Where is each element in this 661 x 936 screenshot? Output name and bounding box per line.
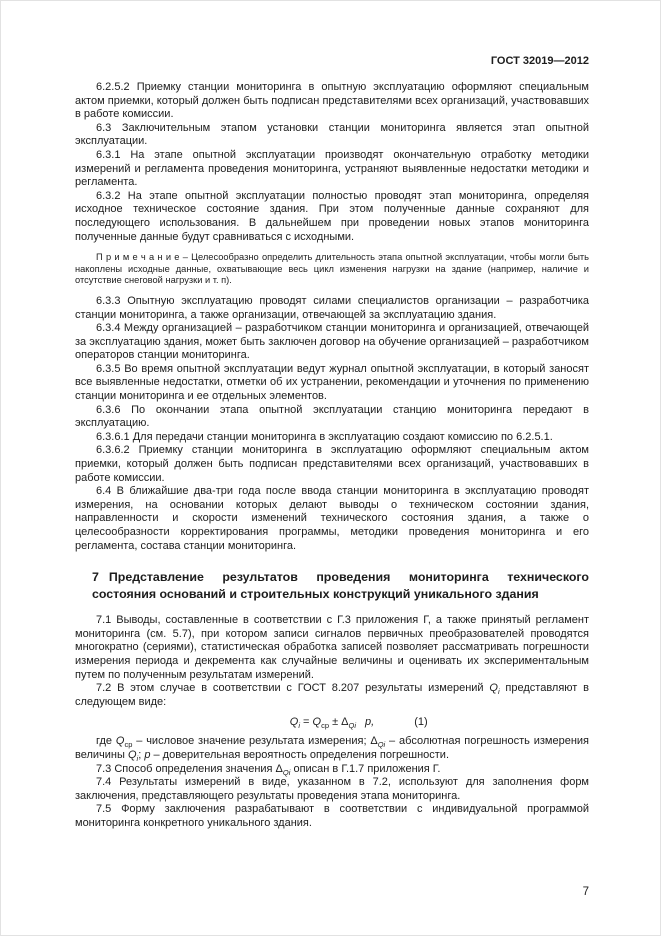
para-6-4: 6.4 В ближайшие два-три года после ввода станции мониторинга в эксплуатацию проводят измерения, на основании которых делают выводы о техническом состоянии здания, направленности и скорости изменений технического состояния здания, а также о целесообразности корректирования программы, методики проведения мониторинга и его регламента, состава станции мониторинга. [75, 485, 589, 552]
para-6-3-5: 6.3.5 Во время опытной эксплуатации ведут журнал опытной эксплуатации, в который заносят все выявленные недостатки, отметки об их устранении, рекомендации и уточнения по применению станции мониторинга и ее отдельных элементов. [75, 362, 589, 403]
page-number: 7 [582, 886, 589, 898]
para-7-2-text: 7.2 В этом случае в соответствии с ГОСТ 8.207 результаты измерений [96, 682, 490, 695]
where-part: Q [115, 735, 125, 748]
formula-expression [289, 716, 375, 731]
where-part: ср [124, 740, 133, 750]
para-6-3-6: 6.3.6 По окончании этапа опытной эксплуатации станцию мониторинга передают в эксплуатацию. [75, 403, 589, 430]
para-6-3-3: 6.3.3 Опытную эксплуатацию проводят силами специалистов организации – разработчика станции мониторинга, а также организации, отвечающей за эксплуатацию здания. [75, 294, 589, 321]
symbol-Q-sub: i [497, 687, 500, 697]
where-part: ; [138, 748, 145, 761]
where-part: Qi [377, 740, 386, 750]
formula-part: ср [321, 721, 330, 731]
formula-where [75, 735, 589, 762]
formula-part: Q [289, 716, 299, 729]
para-7-4: 7.4 Результаты измерений в виде, указанном в 7.2, используют для заполнения форм заключения, представляющего результаты проведения этапа мониторинга. [75, 776, 589, 802]
where-part: – доверительная вероятность определения погрешности. [150, 748, 449, 761]
section-7-number: 7 [92, 570, 99, 585]
formula-part: i [298, 721, 300, 731]
para-7-3-text: 7.3 Способ определения значения Δ [96, 762, 283, 775]
para-7-5: 7.5 Форму заключения разрабатывают в соответствии с индивидуальной программой мониторинга конкретного уникального здания. [75, 803, 589, 829]
formula-part: ± Δ [329, 716, 349, 729]
note-text: П р и м е ч а н и е – Целесообразно определить длительность этапа опытной эксплуатации, чтобы могли быть накоплены исходные данные, охватывающие весь цикл изменения нагрузки на здание (например, наличие и отсутствие снеговой нагрузки и т. п). [75, 252, 589, 286]
formula-part: Qi [348, 721, 357, 731]
para-6-2-5-2: 6.2.5.2 Приемку станции мониторинга в опытную эксплуатацию оформляют специальным актом приемки, который должен быть подписан представителями всех организаций, участвовавших в работе комиссии. [75, 81, 589, 121]
para-7-2-text-end: представляют в следующем виде: [75, 682, 589, 708]
where-part: i [136, 754, 139, 764]
doc-header [75, 55, 589, 67]
para-7-3-sub: Qi [282, 767, 291, 777]
para-6-3-6-2: 6.3.6.2 Приемку станции мониторинга в эксплуатацию оформляют специальным актом приемки, который должен быть подписан представителями всех организаций, участвовавших в работе комиссии. [75, 444, 589, 484]
para-7-1: 7.1 Выводы, составленные в соответствии с Г.3 приложения Г, а также принятый регламент мониторинга (см. 5.7), при котором записи сигналов первичных преобразователей проводятся многократно (сериями), статистическая обработка записей позволяет рассматривать погрешности измерения периода и декремента как случайные величины и оценивать их экспериментальным путем по полученным результатам измерений. [75, 614, 589, 681]
where-part: где [96, 735, 116, 748]
page-content [75, 55, 589, 831]
para-7-3 [75, 763, 589, 777]
section-7-heading [92, 569, 589, 602]
para-6-3-1: 6.3.1 На этапе опытной эксплуатации производят окончательную отработку методики измерений и регламента проведения мониторинга, устраняют выявленные недостатки методики и регламента. [75, 148, 589, 189]
formula-part: p, [365, 716, 375, 729]
where-part: – числовое значение результата измерения; Δ [132, 735, 378, 748]
where-part: – абсолютная погрешность измерения величины [75, 735, 590, 761]
formula-1 [75, 715, 589, 729]
symbol-Q: Q [489, 682, 498, 695]
formula-part: Q [312, 716, 322, 729]
formula-number: (1) [414, 716, 428, 729]
para-6-3-2: 6.3.2 На этапе опытной эксплуатации полностью проводят этап мониторинга, определяя исходное техническое состояние здания. При этом полученные данные сохраняют для последующего использования. В дальнейшем при проведении новых этапов мониторинга полученные данные будут сравниваться с исходными. [75, 189, 589, 243]
where-part: Q [127, 748, 137, 761]
para-6-3: 6.3 Заключительным этапом установки станции мониторинга является этап опытной эксплуатации. [75, 121, 589, 148]
para-7-3-text-end: описан в Г.1.7 приложения Г. [290, 762, 441, 775]
formula-part: = [300, 716, 313, 729]
section-7-title: Представление результатов проведения мониторинга технического состояния оснований и строительных конструкций уникального здания [92, 570, 589, 601]
para-7-2 [75, 682, 589, 709]
para-6-3-4: 6.3.4 Между организацией – разработчиком станции мониторинга и организацией, отвечающей за эксплуатацию здания, может быть заключен договор на обучение организацией – разработчиком операторов станции мониторинга. [75, 322, 589, 362]
where-part: p [144, 748, 151, 761]
para-6-3-6-1: 6.3.6.1 Для передачи станции мониторинга в эксплуатацию создают комиссию по 6.2.5.1. [96, 430, 553, 443]
doc-number: ГОСТ 32019—2012 [490, 55, 589, 67]
